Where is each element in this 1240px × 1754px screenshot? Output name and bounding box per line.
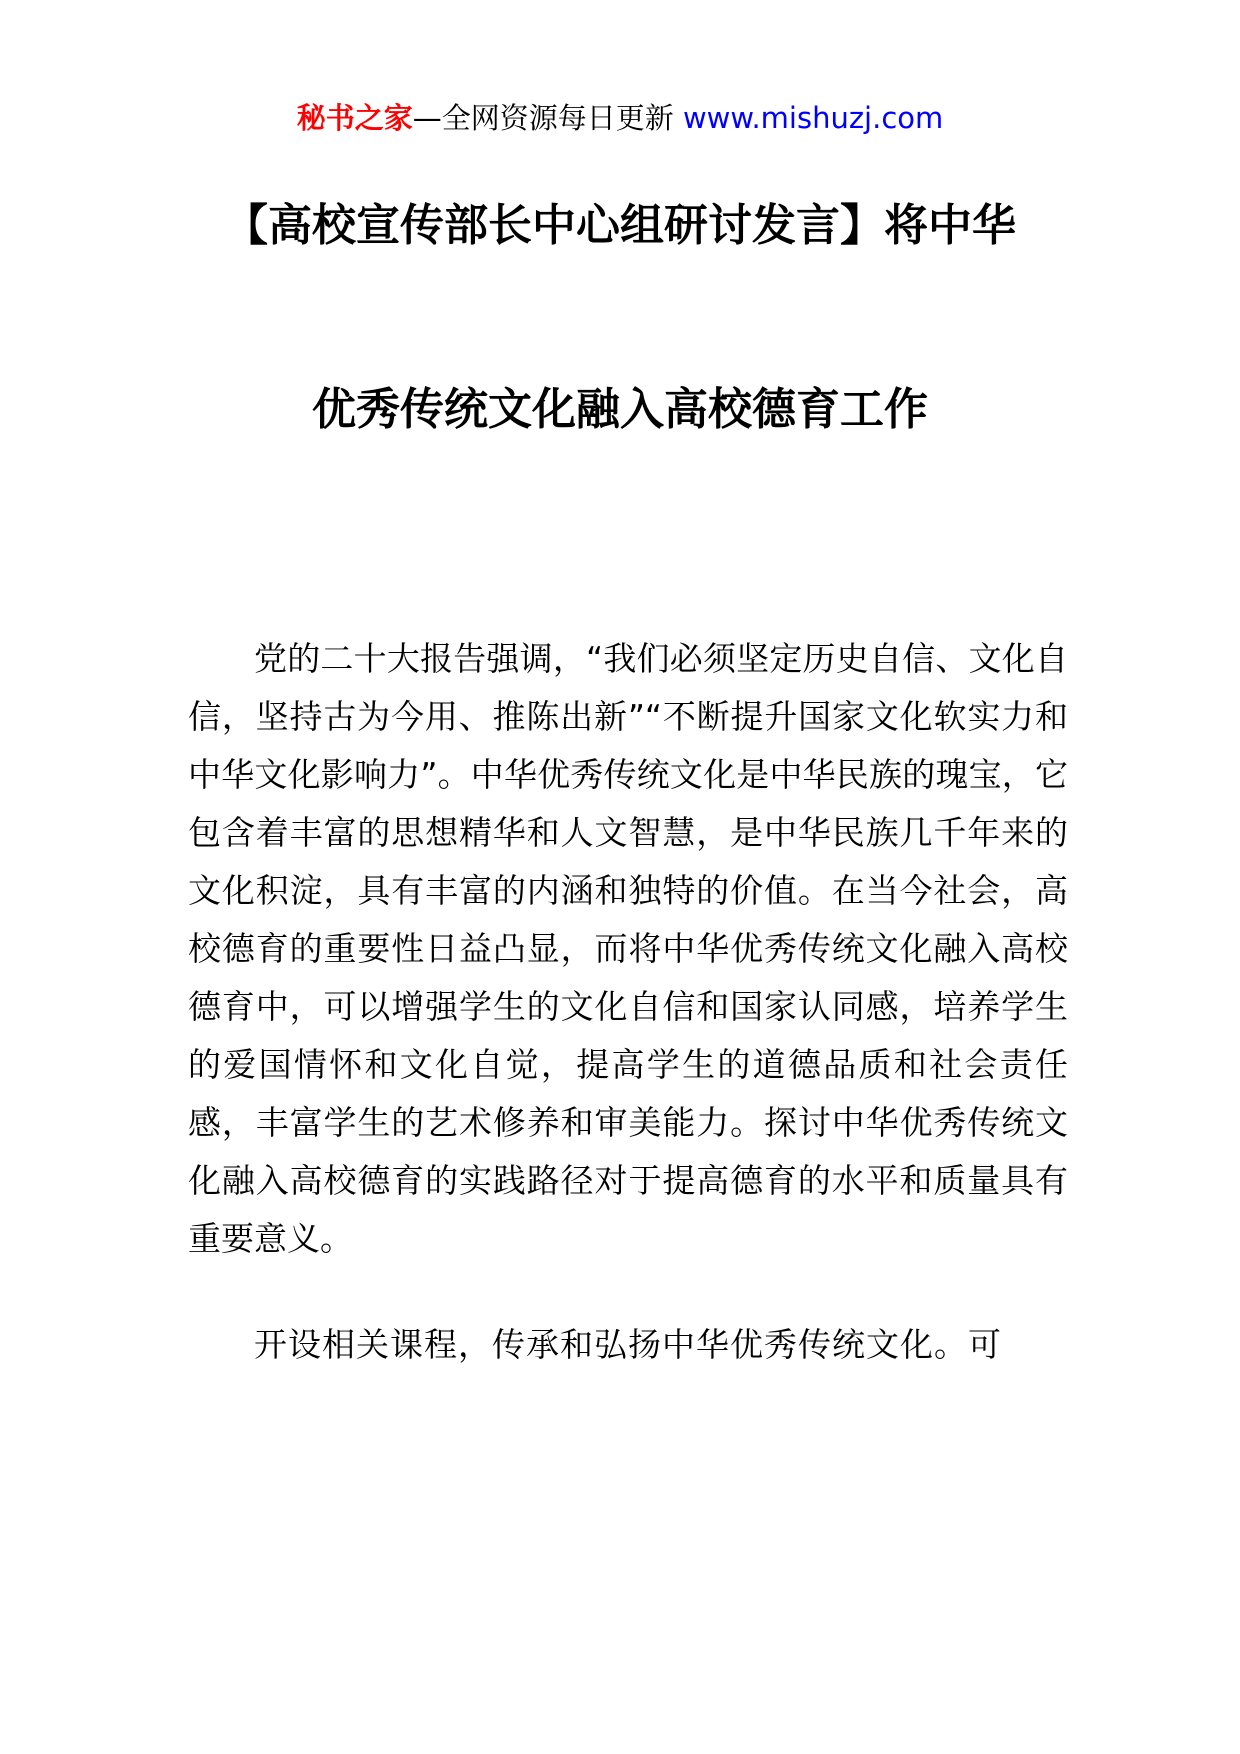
header-tagline: —全网资源每日更新 xyxy=(412,101,683,135)
body-paragraph: 党的二十大报告强调，“我们必须坚定历史自信、文化自信，坚持古为今用、推陈出新”“不断提升国家文化软实力和中华文化影响力”。中华优秀传统文化是中华民族的瑰宝，它包含着丰富的思想精华和人文智慧，是中华民族几千年来的文化积淀，具有丰富的内涵和独特的价值。在当今社会，高校德育的重要性日益凸显，而将中华优秀传统文化融入高校德育中，可以增强学生的文化自信和国家认同感，培养学生的爱国情怀和文化自觉，提高学生的道德品质和社会责任感，丰富学生的艺术修养和审美能力。探讨中华优秀传统文化融入高校德育的实践路径对于提高德育的水平和质量具有重要意义。 xyxy=(188,639,1068,1258)
document-body xyxy=(188,630,1068,1374)
site-header xyxy=(0,98,1240,138)
brand-name: 秘书之家 xyxy=(296,101,413,135)
document-title-line-1: 【高校宣传部长中心组研讨发言】将中华 xyxy=(224,200,1016,251)
site-url-link[interactable]: www.mishuzj.com xyxy=(682,101,944,135)
document-title-line-2: 优秀传统文化融入高校德育工作 xyxy=(312,384,928,435)
body-paragraph: 开设相关课程，传承和弘扬中华优秀传统文化。可 xyxy=(254,1325,1002,1364)
